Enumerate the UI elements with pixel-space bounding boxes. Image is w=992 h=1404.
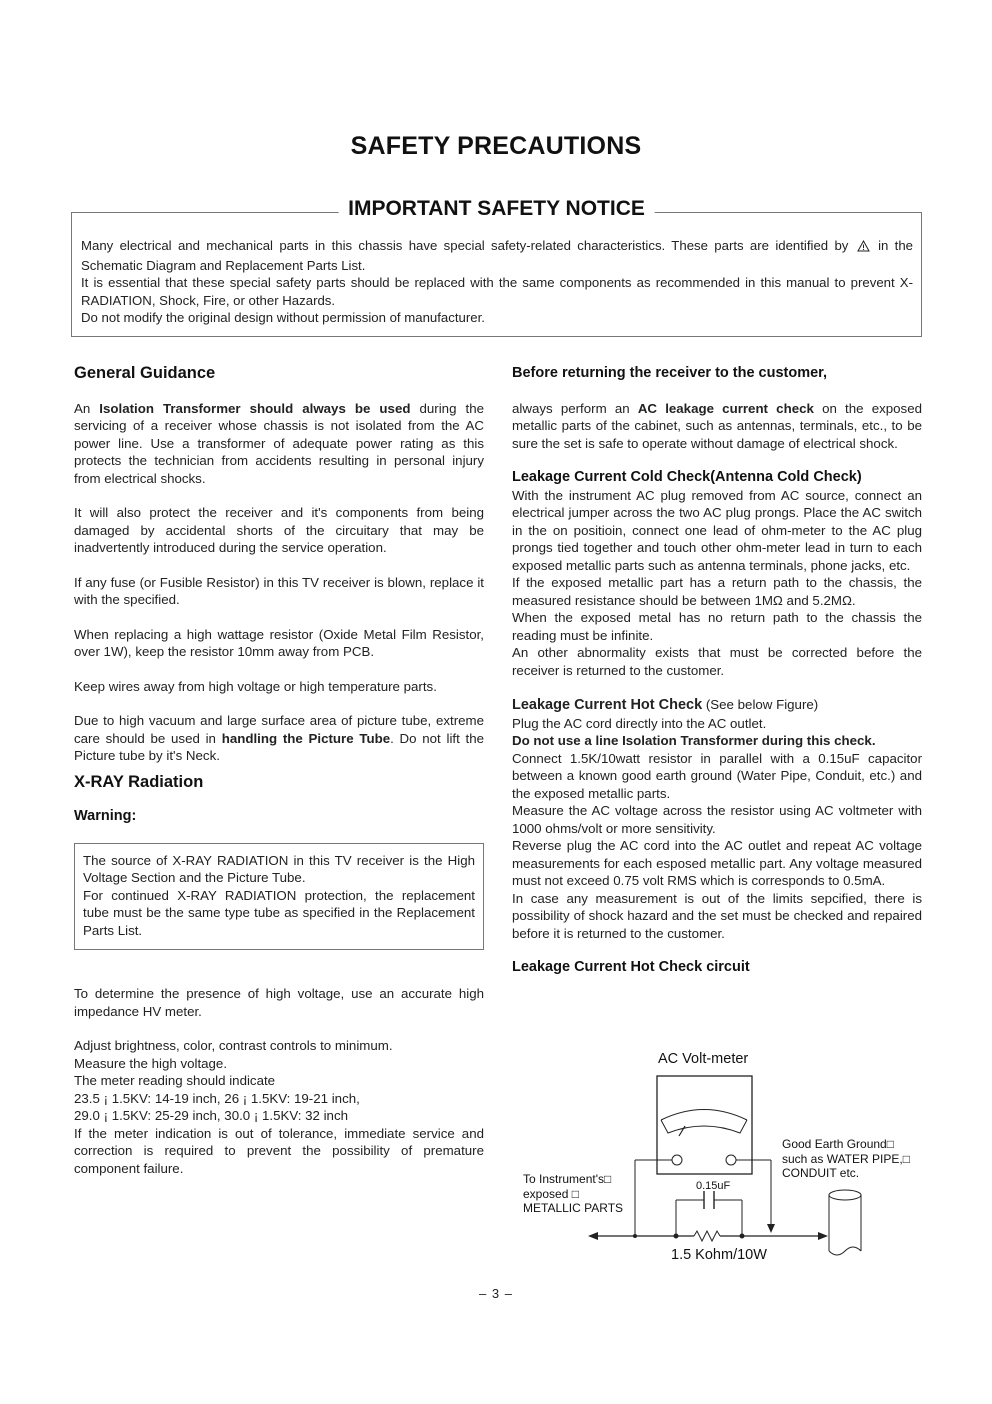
notice-line-1-text: Many electrical and mechanical parts in this chassis have special safety-related characteristics. These parts are identified by bbox=[81, 238, 849, 253]
r1-text-a: always perform an bbox=[512, 400, 638, 416]
p6-text-a: Due to high vacuum and large surface area of picture tube, extreme care should be used in bbox=[74, 713, 484, 746]
ac-leakage-paragraph bbox=[512, 400, 922, 453]
pipe-bottom bbox=[829, 1247, 861, 1255]
adjust-controls-line: Adjust brightness, color, contrast controls to minimum. bbox=[74, 1038, 393, 1053]
cold-check-procedure: With the instrument AC plug removed from AC source, connect an electrical jumper across the two AC plug prongs. Place the AC switch in the on positioin, connect one lead of ohm-meter to the AC plug prongs tied together and touch other ohm-meter lead in turn to each exposed metallic parts such as antenna terminals, phone jacks, etc. bbox=[512, 487, 922, 573]
general-guidance-heading: General Guidance bbox=[74, 364, 216, 382]
meter-terminal-left bbox=[672, 1155, 682, 1165]
earth-ground-label: Good Earth Ground□ such as WATER PIPE,□ CONDUIT etc. bbox=[782, 1137, 910, 1180]
warning-triangle-icon bbox=[857, 239, 870, 257]
notice-line-1 bbox=[81, 237, 913, 274]
p6-text-c: . Do not lift the Picture tube by it's Neck. bbox=[74, 730, 485, 763]
hot-check-note: (See below Figure) bbox=[702, 697, 819, 712]
hot-check-plug: Plug the AC cord directly into the AC outlet. bbox=[512, 715, 767, 731]
hot-check-measure: Measure the AC voltage across the resistor using AC voltmeter with 1000 ohms/volt or more sensitivity. bbox=[512, 803, 922, 836]
p1-text-a: An bbox=[74, 400, 100, 416]
meter-reading-line: The meter reading should indicate bbox=[74, 1073, 276, 1088]
isolation-transformer-paragraph bbox=[74, 400, 484, 488]
spec-line-1: 23.5 ¡ 1.5KV: 14-19 inch, 26 ¡ 1.5KV: 19-21 inch, bbox=[74, 1090, 360, 1106]
instrument-parts-label: To Instrument's□ exposed □ METALLIC PARTS bbox=[523, 1172, 624, 1215]
notice-line-2: It is essential that these special safety parts should be replaced with the same components as recommended in this manual to prevent X-RADIATION, Shock, Fire, or other Hazards. bbox=[81, 275, 913, 308]
capacitor-label: 0.15uF bbox=[696, 1180, 731, 1192]
left-column bbox=[74, 365, 484, 1177]
cold-check-infinite: When the exposed metal has no return path to the chassis the reading must be infinite. bbox=[512, 610, 922, 643]
right-arrow bbox=[818, 1232, 828, 1240]
xray-warning-box bbox=[74, 843, 484, 951]
protection-paragraph: It will also protect the receiver and it's components from being damaged by accidental shorts of the circuitary that may be inadvertently introduced during the service operation. bbox=[74, 505, 484, 555]
notice-line-3: Do not modify the original design without permission of manufacturer. bbox=[81, 310, 485, 325]
left-arrow bbox=[588, 1232, 598, 1240]
hot-check-limits: In case any measurement is out of the limits sepcified, there is possibility of shock hazard and the set must be checked and repaired before it is returned to the customer. bbox=[512, 890, 922, 941]
hv-meter-paragraph: To determine the presence of high voltage, use an accurate high impedance HV meter. bbox=[74, 986, 484, 1019]
circuit-heading: Leakage Current Hot Check circuit bbox=[512, 959, 750, 975]
warning-heading: Warning: bbox=[74, 808, 137, 824]
cold-check-resistance: If the exposed metallic part has a return path to the chassis, the measured resistance should be between 1MΩ and 5.2MΩ. bbox=[512, 575, 922, 608]
page-number: – 3 – bbox=[479, 1286, 513, 1301]
hot-check-connect: Connect 1.5K/10watt resistor in parallel with a 0.15uF capacitor between a known good earth ground (Water Pipe, Conduit, etc.) and the exposed metallic parts. bbox=[512, 750, 922, 801]
warning-box-line-1: The source of X-RAY RADIATION in this TV receiver is the High Voltage Section and the Picture Tube. bbox=[83, 852, 475, 885]
p1-bold: Isolation Transformer should always be used bbox=[99, 400, 411, 416]
meter-scale-arc bbox=[661, 1110, 747, 1121]
notice-line-1-end: in the Schematic Diagram and Replacement Parts List. bbox=[81, 238, 914, 273]
r1-bold: AC leakage current check bbox=[637, 400, 814, 416]
resistor-label: 1.5 Kohm/10W bbox=[671, 1247, 767, 1263]
wires-paragraph: Keep wires away from high voltage or high temperature parts. bbox=[74, 678, 437, 694]
voltmeter-box bbox=[657, 1076, 752, 1174]
cold-check-abnormality: An other abnormality exists that must be corrected before the receiver is returned to the customer. bbox=[512, 645, 922, 678]
page-title: SAFETY PRECAUTIONS bbox=[350, 132, 642, 160]
notice-title: IMPORTANT SAFETY NOTICE bbox=[338, 197, 655, 221]
picture-tube-paragraph bbox=[74, 712, 484, 765]
xray-heading: X-RAY Radiation bbox=[74, 772, 204, 791]
p6-bold: handling the Picture Tube bbox=[221, 730, 391, 746]
voltmeter-label: AC Volt-meter bbox=[658, 1051, 749, 1067]
tolerance-paragraph: If the meter indication is out of tolerance, immediate service and correction is required to prevent the possibility of premature component failure. bbox=[74, 1125, 484, 1176]
hot-check-no-isolation: Do not use a line Isolation Transformer during this check. bbox=[512, 733, 876, 748]
cold-check-heading: Leakage Current Cold Check(Antenna Cold Check) bbox=[512, 469, 862, 485]
spec-line-2: 29.0 ¡ 1.5KV: 25-29 inch, 30.0 ¡ 1.5KV: 32 inch bbox=[74, 1108, 348, 1123]
meter-terminal-right bbox=[726, 1155, 736, 1165]
hot-check-heading: Leakage Current Hot Check bbox=[512, 697, 703, 713]
measure-voltage-line: Measure the high voltage. bbox=[74, 1055, 228, 1071]
hot-check-circuit-diagram bbox=[518, 1046, 928, 1271]
notice-body bbox=[81, 237, 913, 327]
important-safety-notice-box bbox=[71, 197, 922, 337]
before-returning-heading: Before returning the receiver to the customer, bbox=[512, 365, 828, 381]
meter-needle bbox=[679, 1126, 685, 1136]
resistor-paragraph: When replacing a high wattage resistor (Oxide Metal Film Resistor, over 1W), keep the resistor 10mm away from PCB. bbox=[74, 626, 484, 659]
warning-box-line-2: For continued X-RAY RADIATION protection, the replacement tube must be the same type tube as specified in the Replacement Parts List. bbox=[83, 887, 475, 938]
fuse-paragraph: If any fuse (or Fusible Resistor) in this TV receiver is blown, replace it with the specified. bbox=[74, 574, 484, 607]
pipe-top bbox=[829, 1190, 861, 1200]
r1-text-c: on the exposed metallic parts of the cabinet, such as antennas, terminals, etc., to be sure the set is safe to operate without damage of electrical shock. bbox=[512, 400, 922, 451]
hot-check-reverse: Reverse plug the AC cord into the AC outlet and repeat AC voltage measurements for each esposed metallic part. Any voltage measured must not exceed 0.75 volt RMS which is corresponds to 0.5mA. bbox=[512, 838, 922, 888]
p1-text-c: during the servicing of a receiver whose chassis is not isolated from the AC power line. Use a transformer of adequate power rating as this protects the technician from accidents resulting in personal injury from electrical shocks. bbox=[74, 400, 484, 486]
right-column bbox=[512, 365, 922, 977]
hot-check-heading-line bbox=[512, 696, 922, 715]
